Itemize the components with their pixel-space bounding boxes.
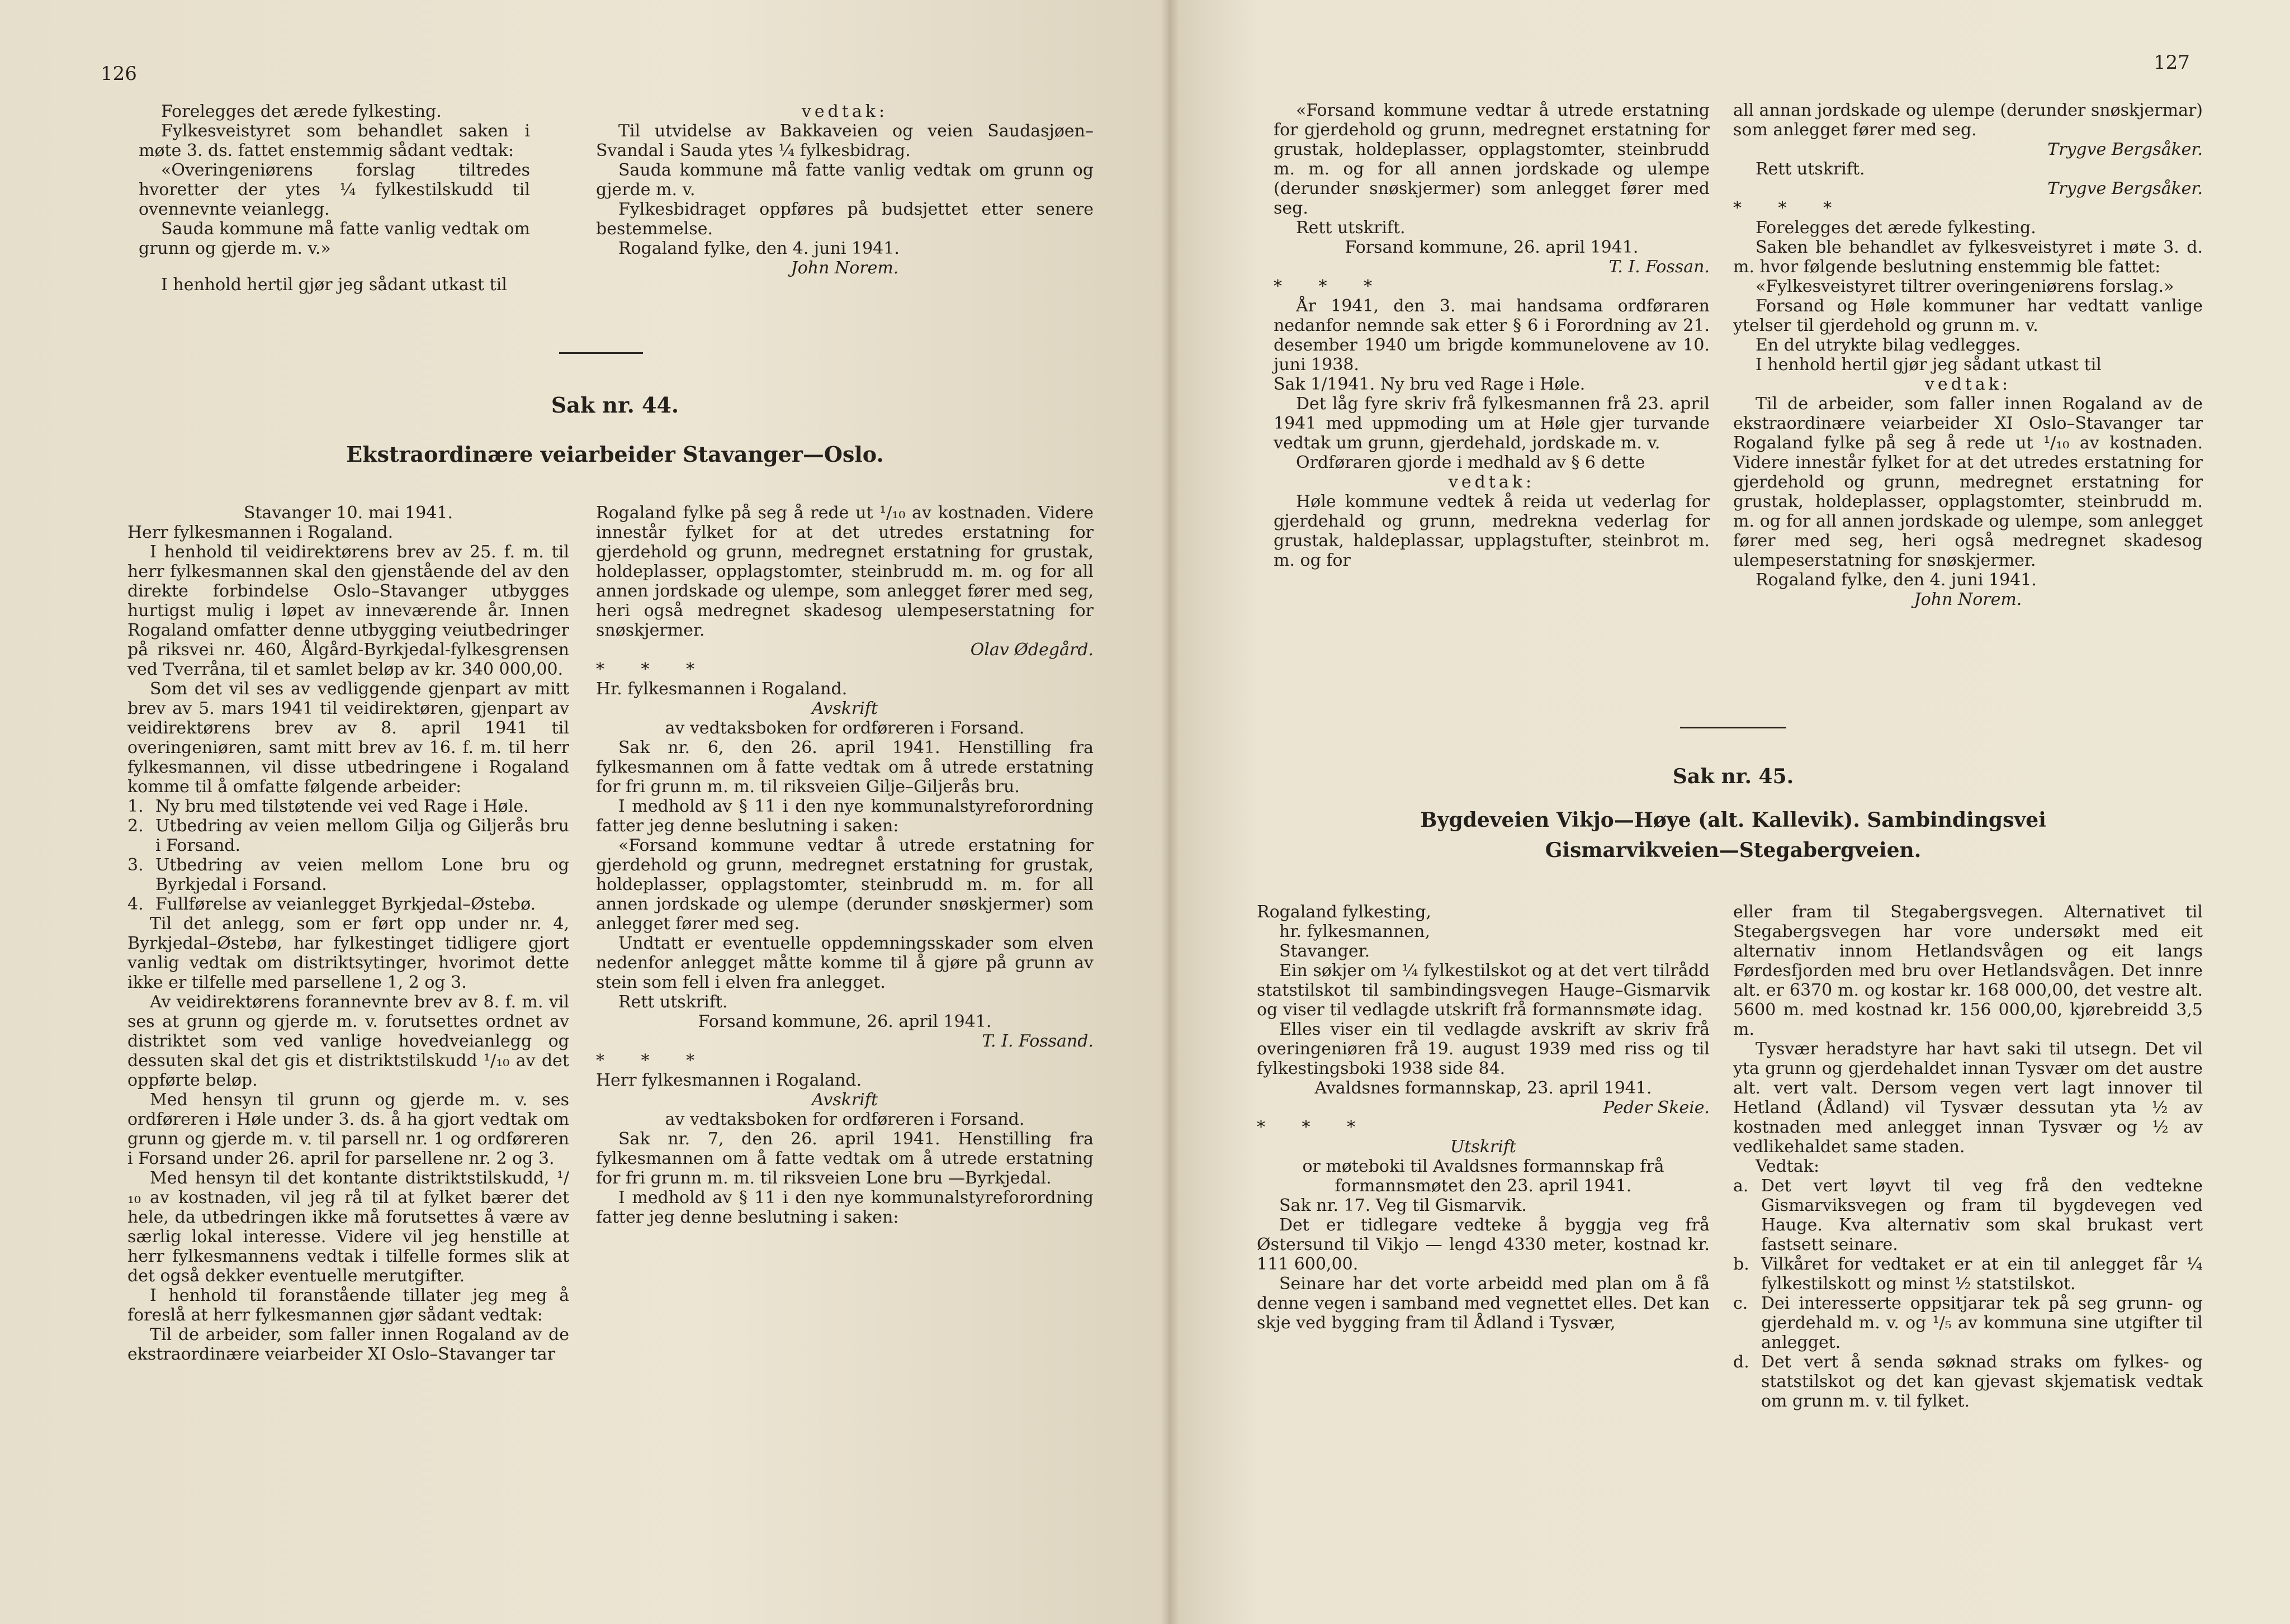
item-marker: 2. (127, 816, 144, 836)
paragraph: Det er tidlegare vedteke å byggja veg frå Østersund til Vikjo — lengd 4330 meter, kostnad kr. 111 600,00. (1257, 1215, 1710, 1274)
paragraph: Rett utskrift. (1756, 159, 1865, 179)
sak-45-title: Sak nr. 45. (1672, 765, 1794, 788)
paragraph: John Norem. (791, 258, 899, 278)
paragraph: «Fylkesveistyret tiltrer overingeniørens forslag.» (1756, 277, 2174, 296)
paragraph: Med hensyn til det kontante distriktstilskudd, ¹/₁₀ av kostnaden, vil jeg rå til at fylket bærer det hele, da utbedringen ikke må forutsettes å være av særlig lokal interesse. Videre vil jeg henstille at herr fylkesmannens vedtak i tilfelle formes slik at det også dekker eventuelle merutgifter. (127, 1168, 569, 1286)
paragraph: Herr fylkesmannen i Rogaland. (127, 523, 394, 542)
paragraph: Avskrift (811, 1090, 878, 1110)
paragraph: Elles viser ein til vedlagde avskrift av skriv frå overingeniøren frå 19. august 1939 med riss og til fylkestingsboki 1938 side 84. (1257, 1020, 1710, 1078)
paragraph: Sak nr. 6, den 26. april 1941. Henstilling fra fylkesmannen om å fatte vedtak om å utrede erstatning for fri grunn m. m. til riksveien Gilje–Giljerås bru. (596, 738, 1094, 797)
asterism-separator: * * * (596, 1051, 711, 1071)
paragraph: Stavanger 10. mai 1941. (243, 503, 453, 523)
paragraph: Rogaland fylke, den 4. juni 1941. (618, 239, 900, 258)
paragraph: «Overingeniørens forslag tiltredes hvoretter der ytes ¼ fylkestilskudd til ovennevnte veianlegg. (139, 160, 530, 219)
item-text: Utbedring av veien mellom Lone bru og Byrkjedal i Forsand. (155, 855, 569, 894)
paragraph: Sak nr. 17. Veg til Gismarvik. (1279, 1196, 1527, 1215)
paragraph: Tysvær heradstyre har havt saki til utsegn. Det vil yta grunn og gjerdehaldet innan Tysvær om det austre alt. vert valt. Dersom vegen vert lagt innover til Hetland (Ådland) vil Tysvær dessutan yta ½ av kostnaden med anlegget innan Tysvær og ½ av vedlikehaldet same staden. (1733, 1039, 2203, 1157)
paragraph: År 1941, den 3. mai handsama ordføraren nedanfor nemnde sak etter § 6 i Forordning av 21. desember 1940 um brigde kommunelovene av 10. juni 1938. (1274, 296, 1710, 375)
enumerated-item (1733, 1254, 2203, 1294)
paragraph: Rogaland fylke, den 4. juni 1941. (1756, 570, 2037, 590)
paragraph: Undtatt er eventuelle oppdemningsskader som elven nedenfor anlegget måtte komme til å gjøre på grunn av stein som fell i elven fra anlegget. (596, 934, 1094, 992)
paragraph: Olav Ødegård. (970, 640, 1094, 660)
paragraph: Sauda kommune må fatte vanlig vedtak om grunn og gjerde m. v.» (139, 219, 530, 258)
item-text: Fullførelse av veianlegget Byrkjedal–Østebø. (155, 894, 536, 914)
paragraph: Rett utskrift. (618, 992, 728, 1012)
item-text: Dei interesserte oppsitjarar tek på seg grunn- og gjerdehald m. v. og ¹/₅ av kommuna sine utgifter til anlegget. (1761, 1294, 2203, 1352)
paragraph: I henhold hertil gjør jeg sådant utkast til (1756, 355, 2102, 375)
item-marker: 1. (127, 797, 144, 816)
paragraph: or møteboki til Avaldsnes formannskap frå formannsmøtet den 23. april 1941. (1302, 1157, 1664, 1196)
paragraph: Forsand kommune, 26. april 1941. (698, 1012, 992, 1031)
paragraph: Peder Skeie. (1603, 1098, 1710, 1118)
book-gutter (1160, 0, 1179, 1624)
paragraph: Sak nr. 7, den 26. april 1941. Henstilling fra fylkesmannen om å fatte vedtak om å utrede erstatning for fri grunn m. m. til riksveien Lone bru —Byrkjedal. (596, 1129, 1094, 1188)
paragraph: Avskrift (811, 699, 878, 718)
paragraph: Til det anlegg, som er ført opp under nr. 4, Byrkjedal–Østebø, har fylkestinget tidligere gjort vanlig vedtak om distriktsytinger, hvorimot dette ikke er tilfelle med parsellene 1, 2 og 3. (127, 914, 569, 992)
paragraph: Som det vil ses av vedliggende gjenpart av mitt brev av 5. mars 1941 til veidirektøren, gjenpart av veidirektørens brev av 8. april 1941 til overingeniøren, samt mitt brev av 16. f. m. til herr fylkesmannen, vil disse utbedringene i Rogaland komme til å omfatte følgende arbeider: (127, 679, 569, 797)
sak-45-subtitle-line1: Bygdeveien Vikjo—Høye (alt. Kallevik). Sambindingsvei (1420, 808, 2046, 832)
sak-45-subtitle-line2: Gismarvikveien—Stegabergveien. (1545, 839, 1922, 862)
paragraph: Rogaland fylkesting, (1257, 902, 1431, 922)
paragraph: Rogaland fylke på seg å rede ut ¹/₁₀ av kostnaden. Videre innestår fylket for at det utredes erstatning for gjerdehold og grunn, medregnet erstatning for grustak, holdeplasser, opplagstomter, steinbrudd m. m. og for all annen jordskade og ulempe, som anlegget fører med seg, heri også medregnet skadesog ulempeserstatning for snøskjermer. (596, 503, 1094, 640)
page-number-left: 126 (101, 63, 137, 85)
item-marker: c. (1733, 1294, 1748, 1313)
paragraph: Fylkesbidraget oppføres på budsjettet etter senere bestemmelse. (596, 200, 1094, 239)
paragraph: T. I. Fossand. (982, 1031, 1094, 1051)
paragraph: vedtak: (801, 102, 888, 121)
item-marker: 4. (127, 894, 144, 914)
sak-45-right-column (1733, 902, 2203, 1411)
paragraph: vedtak: (1448, 472, 1535, 492)
enumerated-item (127, 855, 569, 894)
paragraph: I henhold til veidirektørens brev av 25. f. m. til herr fylkesmannen skal den gjenstående del av den direkte forbindelse Oslo–Stavanger utbygges hurtigst mulig i løpet av inneværende år. Innen Rogaland omfatter denne utbygging veiutbedringer på riksvei nr. 460, Ålgård-Byrkjedal-fylkesgrensen ved Tverråna, til et samlet beløp av kr. 340 000,00. (127, 542, 569, 679)
paragraph: Stavanger. (1279, 941, 1370, 961)
left-top-left-column (139, 102, 530, 295)
paragraph: av vedtaksboken for ordføreren i Forsand. (665, 1110, 1025, 1129)
enumerated-item (1733, 1294, 2203, 1352)
asterism-separator: * * * (1274, 277, 1388, 296)
section-divider-left (559, 352, 643, 354)
page-number-right: 127 (2154, 51, 2190, 74)
paragraph: Trygve Bergsåker. (2047, 140, 2203, 159)
paragraph: Ein søkjer om ¼ fylkestilskot og at det vert tilrådd statstilskot til sambindingsvegen Hauge–Gismarvik og viser til vedlagde utskrift frå formannsmøte idag. (1257, 961, 1710, 1020)
paragraph: «Forsand kommune vedtar å utrede erstatning for gjerdehold og grunn, medregnet erstatning for grustak, holdeplasser, opplagstomter, steinbrudd m. m. for all annen jordskade og ulempe (derunder snøskjermer) som anlegget fører med seg. (596, 836, 1094, 934)
paragraph: eller fram til Stegabergsvegen. Alternativet til Stegabergsvegen har vore undersøkt med eit alternativ innom Hetlandsvågen og eit langs Førdesfjorden med bru over Hetlandsvågen. Det innre alt. er 6370 m. og kostar kr. 168 000,00, det vestre alt. 5600 m. med kostnad kr. 156 000,00, kjørebreidd 3,5 m. (1733, 902, 2203, 1039)
paragraph: Utskrift (1450, 1137, 1516, 1157)
paragraph: I henhold hertil gjør jeg sådant utkast til (161, 275, 507, 295)
paragraph: John Norem. (1914, 590, 2022, 609)
paragraph: En del utrykte bilag vedlegges. (1756, 335, 2021, 355)
enumerated-item (127, 797, 569, 816)
paragraph: hr. fylkesmannen, (1279, 922, 1430, 941)
paragraph: vedtak: (1924, 375, 2012, 394)
item-text: Ny bru med tilstøtende vei ved Rage i Høle. (155, 797, 529, 816)
asterism-separator: * * * (1257, 1118, 1371, 1137)
sak-44-title: Sak nr. 44. (551, 392, 679, 418)
paragraph: Seinare har det vorte arbeidd med plan om å få denne vegen i samband med vegnettet elles. Det kan skje ved bygging fram til Ådland i Tysvær, (1257, 1274, 1710, 1333)
item-marker: b. (1733, 1254, 1749, 1274)
item-marker: a. (1733, 1176, 1749, 1196)
item-text: Det vert å senda søknad straks om fylkes- og statstilskot og det kan gjevast skjematisk vedtak om grunn m. v. til fylket. (1761, 1352, 2203, 1411)
sak-44-left-column (127, 503, 569, 1364)
paragraph: Sauda kommune må fatte vanlig vedtak om grunn og gjerde m. v. (596, 160, 1094, 200)
paragraph: T. I. Fossan. (1608, 257, 1710, 277)
enumerated-item (1733, 1352, 2203, 1411)
section-divider-right (1680, 727, 1786, 728)
paragraph: Ordføraren gjorde i medhald av § 6 dette (1296, 453, 1645, 472)
paragraph: Fylkesveistyret som behandlet saken i møte 3. ds. fattet enstemmig sådant vedtak: (139, 121, 530, 160)
item-marker: 3. (127, 855, 144, 875)
left-top-right-column (596, 102, 1094, 278)
item-text: Utbedring av veien mellom Gilja og Giljerås bru i Forsand. (155, 816, 569, 855)
asterism-separator: * * * (596, 660, 711, 679)
paragraph: I medhold av § 11 i den nye kommunalstyreforordning fatter jeg denne beslutning i saken: (596, 1188, 1094, 1227)
paragraph: Til utvidelse av Bakkaveien og veien Saudasjøen–Svandal i Sauda ytes ¼ fylkesbidrag. (596, 121, 1094, 160)
paragraph: I medhold av § 11 i den nye kommunalstyreforordning fatter jeg denne beslutning i saken: (596, 797, 1094, 836)
sak-45-left-column (1257, 902, 1710, 1333)
paragraph: Rett utskrift. (1296, 218, 1406, 238)
paragraph: Forsand kommune, 26. april 1941. (1345, 238, 1639, 257)
paragraph: Trygve Bergsåker. (2047, 179, 2203, 198)
sak-44-subtitle: Ekstraordinære veiarbeider Stavanger—Oslo. (346, 442, 884, 467)
paragraph: Til de arbeider, som faller innen Rogaland av de ekstraordinære veiarbeider XI Oslo–Stavanger tar Rogaland fylke på seg å rede ut ¹/₁₀ av kostnaden. Videre innestår fylket for at det utredes erstatning for gjerdehold og grunn, medregnet erstatning for grustak, holdeplasser, opplagstomter, steinbrudd m. m. og for all annen jordskade og ulempe, som anlegget fører med seg, heri også medregnet skadesog ulempeserstatning for snøskjermer. (1733, 394, 2203, 570)
paragraph: Hr. fylkesmannen i Rogaland. (596, 679, 848, 699)
right-top-right-column (1733, 101, 2203, 609)
enumerated-item (127, 894, 569, 914)
item-text: Vilkåret for vedtaket er at ein til anlegget får ¼ fylkestilskott og minst ½ statstilskot. (1761, 1254, 2203, 1294)
paragraph: I henhold til foranstående tillater jeg meg å foreslå at herr fylkesmannen gjør sådant vedtak: (127, 1286, 569, 1325)
item-marker: d. (1733, 1352, 1749, 1372)
item-text: Det vert løyvt til veg frå den vedtekne Gismarviksvegen og fram til bygdevegen ved Hauge. Kva alternativ som skal brukast vert fastsett seinare. (1761, 1176, 2203, 1254)
enumerated-item (127, 816, 569, 855)
enumerated-item (1733, 1176, 2203, 1254)
paragraph: Til de arbeider, som faller innen Rogaland av de ekstraordinære veiarbeider XI Oslo–Stavanger tar (127, 1325, 569, 1364)
paragraph: Saken ble behandlet av fylkesveistyret i møte 3. d. m. hvor følgende beslutning enstemmig ble fattet: (1733, 238, 2203, 277)
asterism-separator: * * * (1733, 198, 1848, 218)
sak-44-right-column (596, 503, 1094, 1227)
paragraph: all annan jordskade og ulempe (derunder snøskjermar) som anlegget fører med seg. (1733, 101, 2203, 140)
paragraph: Forelegges det ærede fylkesting. (161, 102, 442, 121)
paragraph: Avaldsnes formannskap, 23. april 1941. (1314, 1078, 1652, 1098)
paragraph: «Forsand kommune vedtar å utrede erstatning for gjerdehold og grunn, medregnet erstatning for grustak, holdeplasser, opplagstomter, steinbrudd m. m. og for all annen jordskade og ulempe (derunder snøskjermer) som anlegget fører med seg. (1274, 101, 1710, 218)
paragraph: av vedtaksboken for ordføreren i Forsand. (665, 718, 1025, 738)
paragraph: Sak 1/1941. Ny bru ved Rage i Høle. (1274, 375, 1586, 394)
paragraph: Forsand og Høle kommuner har vedtatt vanlige ytelser til gjerdehold og grunn m. v. (1733, 296, 2203, 335)
paragraph: Høle kommune vedtek å reida ut vederlag for gjerdehald og grunn, medrekna vederlag for grustak, haldeplassar, upplagstufter, steinbrot m. m. og for (1274, 492, 1710, 570)
paragraph: Vedtak: (1756, 1157, 1820, 1176)
paragraph: Av veidirektørens forannevnte brev av 8. f. m. vil ses at grunn og gjerde m. v. forutsettes ordnet av distriktet som ved vanlige hovedveianlegg og dessuten skal det gis et distriktstilskudd ¹/₁₀ av det oppførte beløp. (127, 992, 569, 1090)
paragraph: Det låg fyre skriv frå fylkesmannen frå 23. april 1941 med uppmoding um at Høle gjer turvande vedtak um grunn, gjerdehald, jordskade m. v. (1274, 394, 1710, 453)
paragraph: Herr fylkesmannen i Rogaland. (596, 1071, 862, 1090)
paragraph: Med hensyn til grunn og gjerde m. v. ses ordføreren i Høle under 3. ds. å ha gjort vedtak om grunn og gjerde m. v. til parsell nr. 1 og ordføreren i Forsand under 26. april for parsellene nr. 2 og 3. (127, 1090, 569, 1168)
spacer (139, 258, 530, 275)
right-top-left-column (1274, 101, 1710, 570)
paragraph: Forelegges det ærede fylkesting. (1756, 218, 2036, 238)
